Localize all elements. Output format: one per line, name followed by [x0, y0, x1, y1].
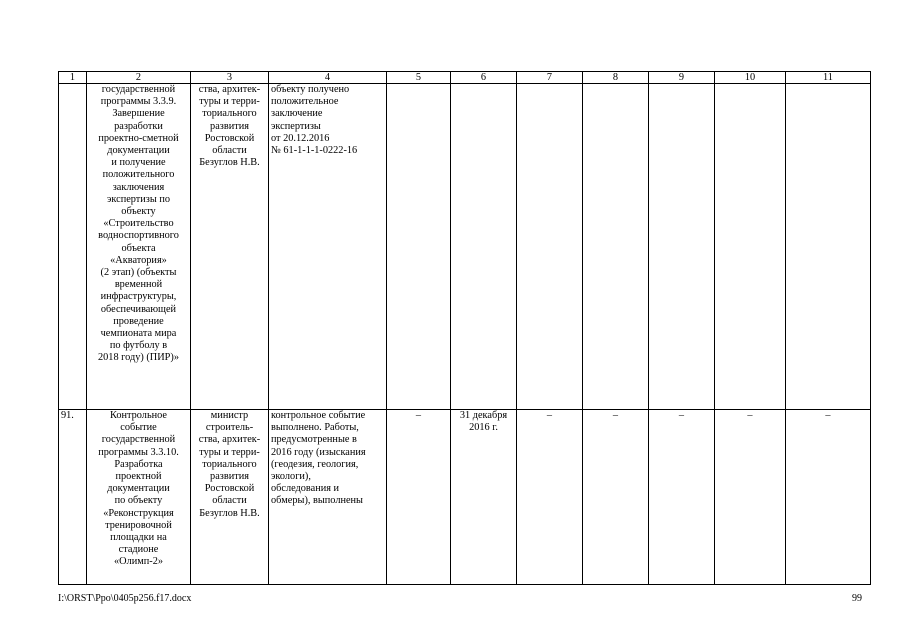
event-cell: Контрольное событие государственной программы 3.3.10. Разработка проектной документации по объекту «Реконструкция тренировочной площадки на стадионе «Олимп-2»	[87, 410, 191, 585]
table-cell	[649, 84, 715, 410]
column-header: 6	[451, 72, 517, 84]
page-number: 99	[852, 593, 862, 604]
table-cell: –	[715, 410, 786, 585]
column-header: 8	[583, 72, 649, 84]
responsible-cell: министр строитель- ства, архитек- туры и терри- ториального развития Ростовской области Безуглов Н.В.	[191, 410, 269, 585]
table-cell: –	[517, 410, 583, 585]
column-header: 10	[715, 72, 786, 84]
column-header: 3	[191, 72, 269, 84]
column-header: 2	[87, 72, 191, 84]
table-cell	[387, 84, 451, 410]
table-cell	[517, 84, 583, 410]
table-cell: –	[583, 410, 649, 585]
result-cell: объекту получено положительное заключение экспертизы от 20.12.2016 № 61-1-1-1-0222-16	[269, 84, 387, 410]
row-number-cell	[59, 84, 87, 410]
table-row	[59, 410, 871, 585]
date-cell: 31 декабря 2016 г.	[451, 410, 517, 585]
document-table	[58, 71, 871, 585]
row-number-cell: 91.	[59, 410, 87, 585]
column-header: 11	[786, 72, 871, 84]
table-cell	[451, 84, 517, 410]
column-header: 1	[59, 72, 87, 84]
responsible-cell: ства, архитек- туры и терри- ториального развития Ростовской области Безуглов Н.В.	[191, 84, 269, 410]
table-cell	[715, 84, 786, 410]
column-header: 9	[649, 72, 715, 84]
table-cell: –	[387, 410, 451, 585]
header-row	[59, 72, 871, 84]
result-cell: контрольное событие выполнено. Работы, предусмотренные в 2016 году (изыскания (геодезия, геология, экологи), обследования и обмеры), выполнены	[269, 410, 387, 585]
footer-file-path: I:\ORST\Ppo\0405p256.f17.docx	[58, 593, 192, 604]
event-cell: государственной программы 3.3.9. Завершение разработки проектно-сметной документации и получение положительного заключения экспертизы по объекту «Строительство водноспортивного объекта «Акватория» (2 этап) (объекты временной инфраструктуры, обеспечивающей проведение чемпионата мира по футболу в 2018 году) (ПИР)»	[87, 84, 191, 410]
column-header: 4	[269, 72, 387, 84]
column-header: 5	[387, 72, 451, 84]
table-cell: –	[649, 410, 715, 585]
table-cell: –	[786, 410, 871, 585]
table-row	[59, 84, 871, 410]
column-header: 7	[517, 72, 583, 84]
table-cell	[786, 84, 871, 410]
table-cell	[583, 84, 649, 410]
